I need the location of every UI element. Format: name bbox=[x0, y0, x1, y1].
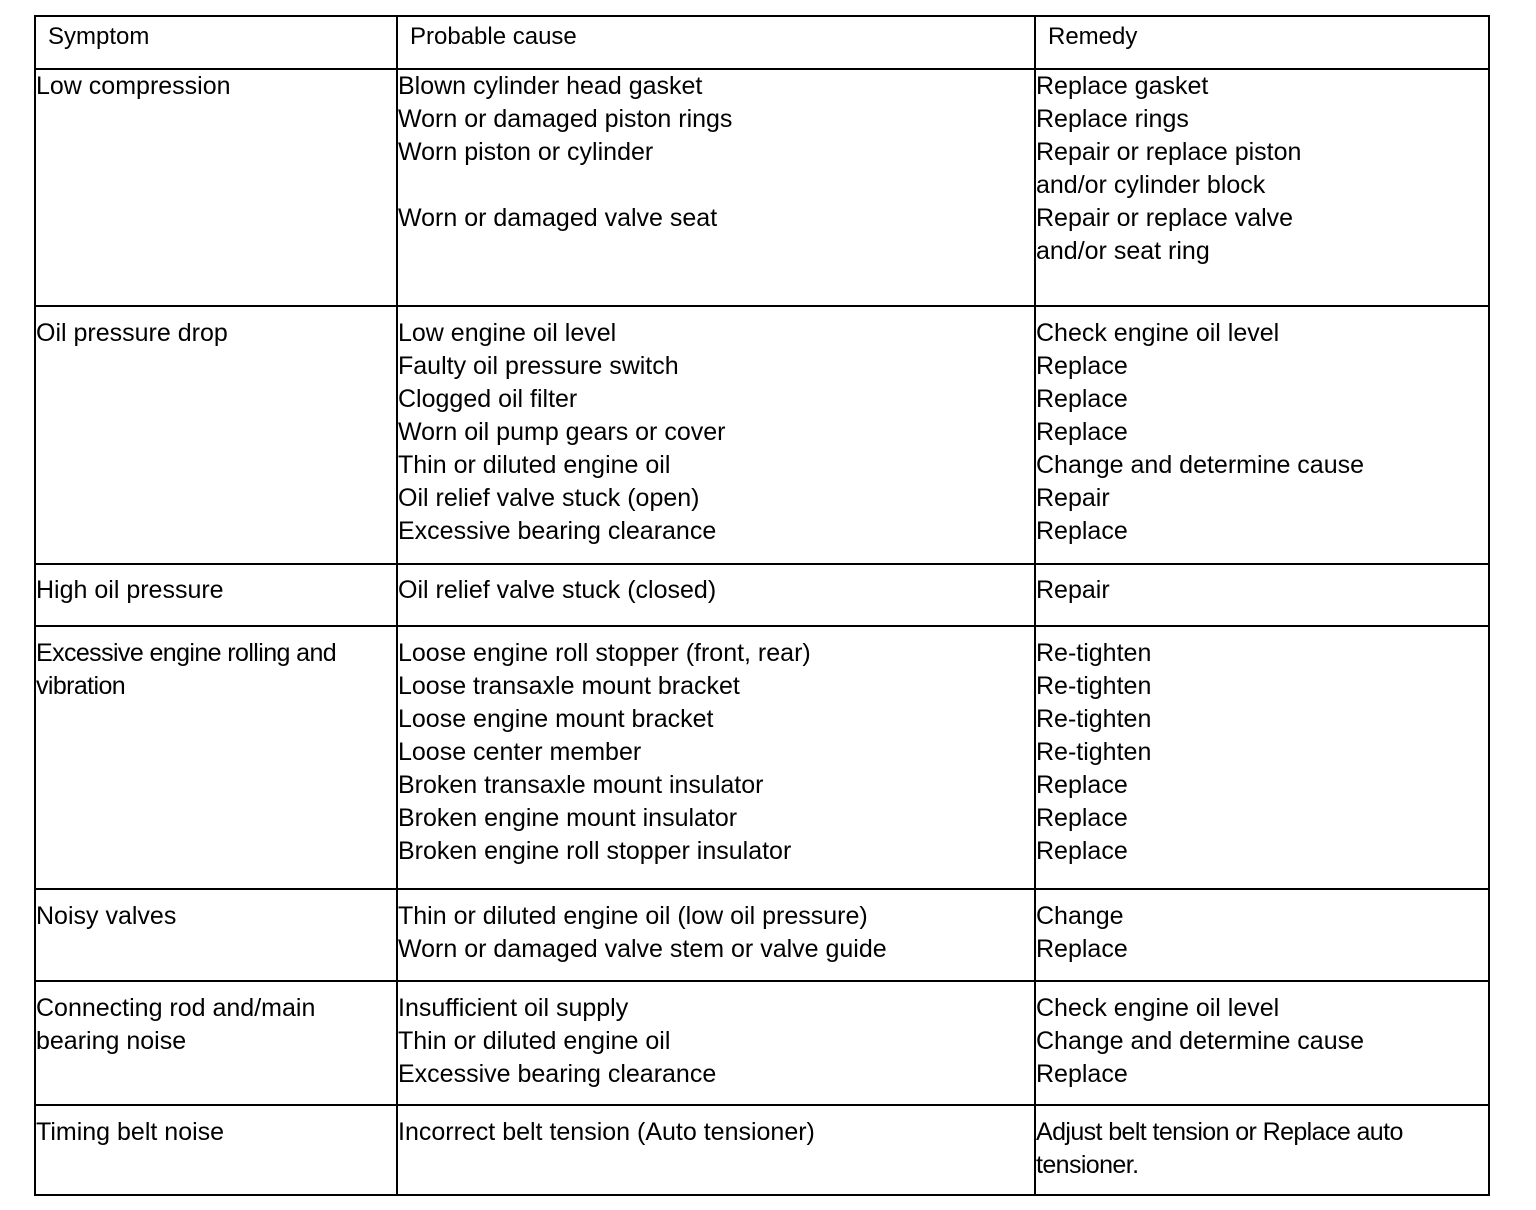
remedy-item: Check engine oil level bbox=[1036, 319, 1280, 347]
remedy-cell bbox=[1035, 564, 1489, 626]
cause-item: Broken engine roll stopper insulator bbox=[398, 837, 792, 865]
remedy-item: Re-tighten bbox=[1036, 672, 1152, 700]
remedy-cell bbox=[1035, 626, 1489, 889]
table-row bbox=[35, 306, 1489, 564]
symptom-cell bbox=[35, 306, 397, 564]
symptom-cell bbox=[35, 626, 397, 889]
cause-item: Low engine oil level bbox=[398, 319, 617, 347]
remedy-item: and/or cylinder block bbox=[1036, 171, 1266, 199]
cause-cell bbox=[397, 1105, 1035, 1195]
remedy-item: Adjust belt tension or Replace auto tensioner. bbox=[1036, 1118, 1403, 1179]
cause-item: Broken engine mount insulator bbox=[398, 804, 738, 832]
cause-item: Worn piston or cylinder bbox=[398, 138, 654, 166]
table-row bbox=[35, 626, 1489, 889]
remedy-item: Replace bbox=[1036, 352, 1128, 380]
cause-cell bbox=[397, 306, 1035, 564]
cause-item: Thin or diluted engine oil bbox=[398, 1027, 671, 1055]
remedy-item: Re-tighten bbox=[1036, 705, 1152, 733]
remedy-item: Change and determine cause bbox=[1036, 1027, 1365, 1055]
symptom-text: Noisy valves bbox=[36, 902, 177, 930]
cause-item: Worn or damaged piston rings bbox=[398, 105, 733, 133]
remedy-item: Replace rings bbox=[1036, 105, 1189, 133]
remedy-item: Repair or replace valve bbox=[1036, 204, 1294, 232]
remedy-cell bbox=[1035, 889, 1489, 981]
remedy-cell bbox=[1035, 981, 1489, 1105]
symptom-cell bbox=[35, 981, 397, 1105]
remedy-item: Replace bbox=[1036, 385, 1128, 413]
cause-item: Excessive bearing clearance bbox=[398, 517, 717, 545]
troubleshooting-table bbox=[34, 15, 1490, 1196]
remedy-item: Replace bbox=[1036, 935, 1128, 963]
cause-item: Thin or diluted engine oil bbox=[398, 451, 671, 479]
remedy-item: Re-tighten bbox=[1036, 639, 1152, 667]
remedy-item: Check engine oil level bbox=[1036, 994, 1280, 1022]
symptom-text: High oil pressure bbox=[36, 576, 224, 604]
symptom-cell bbox=[35, 69, 397, 306]
spacer bbox=[398, 169, 1034, 202]
cause-item: Insufficient oil supply bbox=[398, 994, 629, 1022]
cause-cell bbox=[397, 69, 1035, 306]
header-row bbox=[35, 16, 1489, 69]
remedy-item: Repair or replace piston bbox=[1036, 138, 1302, 166]
remedy-item: Replace bbox=[1036, 1060, 1128, 1088]
symptom-text: Timing belt noise bbox=[36, 1118, 225, 1146]
cause-item: Loose engine roll stopper (front, rear) bbox=[398, 639, 811, 667]
cause-item: Worn or damaged valve stem or valve guide bbox=[398, 935, 887, 963]
cause-item: Faulty oil pressure switch bbox=[398, 352, 679, 380]
symptom-text: Oil pressure drop bbox=[36, 319, 228, 347]
remedy-item: Repair bbox=[1036, 576, 1110, 604]
cause-item: Worn oil pump gears or cover bbox=[398, 418, 726, 446]
cause-item: Thin or diluted engine oil (low oil pressure) bbox=[398, 902, 868, 930]
remedy-item: Replace bbox=[1036, 837, 1128, 865]
remedy-item: Re-tighten bbox=[1036, 738, 1152, 766]
remedy-cell bbox=[1035, 69, 1489, 306]
table-row bbox=[35, 69, 1489, 306]
remedy-item: Change bbox=[1036, 902, 1124, 930]
table-row bbox=[35, 564, 1489, 626]
remedy-item: Repair bbox=[1036, 484, 1110, 512]
remedy-item: Replace bbox=[1036, 771, 1128, 799]
cause-cell bbox=[397, 889, 1035, 981]
remedy-item: Replace bbox=[1036, 804, 1128, 832]
symptom-cell bbox=[35, 889, 397, 981]
header-remedy: Remedy bbox=[1035, 16, 1489, 69]
cause-item: Blown cylinder head gasket bbox=[398, 72, 703, 100]
cause-item: Incorrect belt tension (Auto tensioner) bbox=[398, 1118, 815, 1146]
cause-item: Loose engine mount bracket bbox=[398, 705, 714, 733]
cause-item: Broken transaxle mount insulator bbox=[398, 771, 764, 799]
remedy-item: Replace bbox=[1036, 418, 1128, 446]
remedy-item: Replace gasket bbox=[1036, 72, 1209, 100]
remedy-item: Change and determine cause bbox=[1036, 451, 1365, 479]
symptom-cell bbox=[35, 564, 397, 626]
cause-item: Loose center member bbox=[398, 738, 642, 766]
symptom-text: Connecting rod and/main bearing noise bbox=[36, 994, 316, 1055]
table-row bbox=[35, 889, 1489, 981]
cause-item: Oil relief valve stuck (open) bbox=[398, 484, 700, 512]
cause-cell bbox=[397, 981, 1035, 1105]
remedy-item: and/or seat ring bbox=[1036, 237, 1210, 265]
table-row bbox=[35, 1105, 1489, 1195]
symptom-text: Low compression bbox=[36, 72, 231, 100]
cause-cell bbox=[397, 626, 1035, 889]
cause-item: Worn or damaged valve seat bbox=[398, 204, 718, 232]
symptom-text: Excessive engine rolling and vibration bbox=[36, 639, 337, 700]
remedy-item: Replace bbox=[1036, 517, 1128, 545]
cause-item: Loose transaxle mount bracket bbox=[398, 672, 740, 700]
symptom-cell bbox=[35, 1105, 397, 1195]
table-row bbox=[35, 981, 1489, 1105]
remedy-cell bbox=[1035, 1105, 1489, 1195]
header-symptom: Symptom bbox=[35, 16, 397, 69]
cause-item: Clogged oil filter bbox=[398, 385, 578, 413]
header-probable-cause: Probable cause bbox=[397, 16, 1035, 69]
remedy-cell bbox=[1035, 306, 1489, 564]
cause-cell bbox=[397, 564, 1035, 626]
cause-item: Oil relief valve stuck (closed) bbox=[398, 576, 717, 604]
cause-item: Excessive bearing clearance bbox=[398, 1060, 717, 1088]
